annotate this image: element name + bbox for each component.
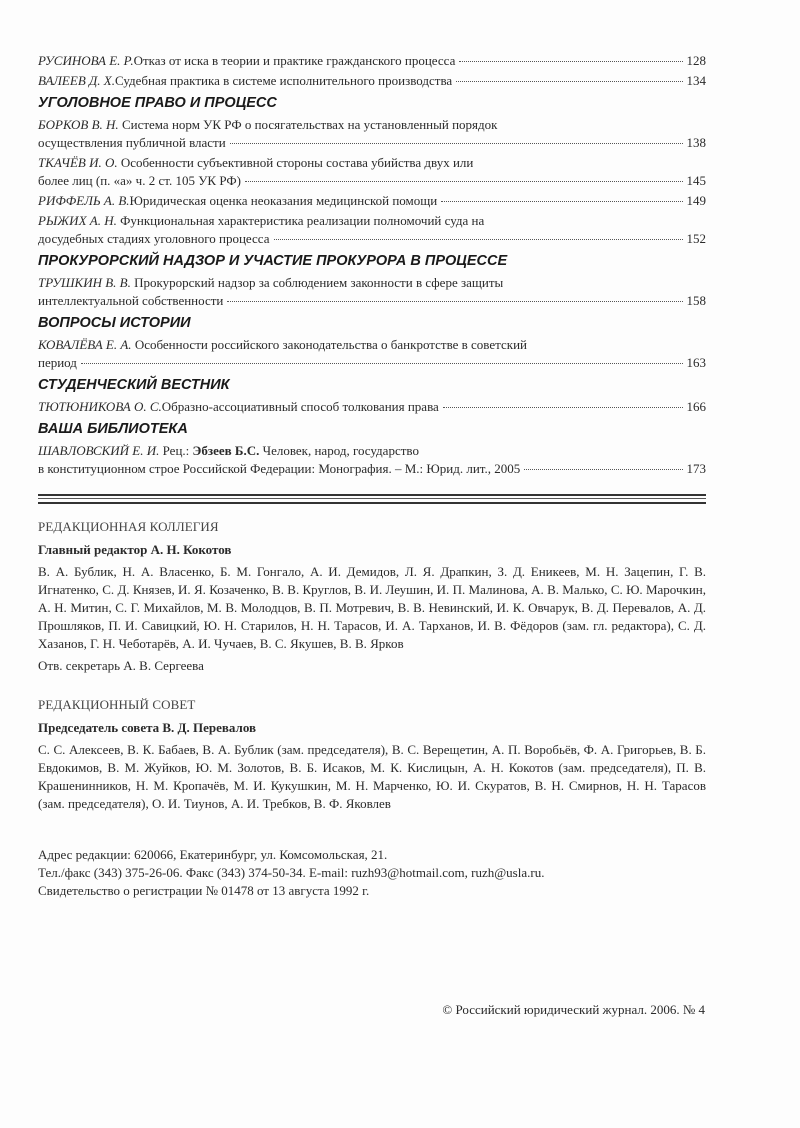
reviewed-author: Эбзеев Б.С.: [192, 443, 260, 458]
article-title: Юридическая оценка неоказания медицинской помощи: [129, 193, 438, 208]
dot-leader: [524, 469, 682, 470]
article-title: Прокурорский надзор за соблюдением законности в сфере защиты: [134, 275, 504, 290]
board-members: В. А. Бублик, Н. А. Власенко, Б. М. Гонгало, А. И. Демидов, Л. Я. Драпкин, З. Д. Еникеев, М. Н. Зацепин, Г. В. Игнатенко, С. Д. Князев, И. Я. Козаченко, В. В. Круглов, В. И. Леушин, И. П. Малинова, А. В. Малько, С. Ю. Марочкин, А. Н. Митин, С. Г. Михайлов, М. В. Молодцов, В. П. Мотревич, В. В. Невинский, И. К. Овчарук, В. Д. Перевалов, А. Д. Прошляков, П. И. Савицкий, Ю. Н. Старилов, Н. Н. Тарасов, И. А. Тарханов, И. В. Фёдоров (зам. гл. редактора), С. Д. Хазанов, Г. Н. Чеботарёв, А. И. Чучаев, В. С. Якушев, В. В. Ярков: [38, 564, 706, 651]
table-of-contents: [38, 52, 706, 480]
council-chair: Председатель совета В. Д. Перевалов: [38, 720, 257, 735]
toc-entry: [38, 192, 706, 210]
section-heading: СТУДЕНЧЕСКИЙ ВЕСТНИК: [38, 377, 230, 393]
address: Адрес редакции: 620066, Екатеринбург, ул. Комсомольская, 21.: [38, 847, 388, 862]
article-title: в конституционном строе Российской Федерации: Монография. – М.: Юрид. лит., 2005: [38, 461, 521, 476]
article-author: ШАВЛОВСКИЙ Е. И.: [38, 443, 160, 458]
dot-leader: [274, 239, 683, 240]
article-author: ТЮТЮНИКОВА О. С.: [38, 399, 162, 414]
council-members: С. С. Алексеев, В. К. Бабаев, В. А. Бублик (зам. председателя), В. С. Верещетин, А. П. Воробьёв, Ф. А. Григорьев, В. Б. Евдокимов, В. М. Жуйков, Ю. М. Золотов, В. Б. Исаков, М. К. Кислицын, А. Н. Кокотов (зам. председателя), П. В. Крашенинников, Н. М. Кропачёв, М. И. Кукушкин, М. Н. Марченко, Ю. И. Скуратов, В. Н. Смирнов, Н. Н. Тарасов (зам. председателя), О. И. Тиунов, А. И. Требков, В. Ф. Яковлев: [38, 742, 706, 811]
page-number: 163: [686, 355, 706, 370]
article-title: интеллектуальной собственности: [38, 293, 224, 308]
page-number: 158: [686, 293, 706, 308]
review-prefix: Рец.:: [162, 443, 190, 458]
editorial-board-heading: РЕДАКЦИОННАЯ КОЛЛЕГИЯ: [38, 519, 219, 534]
registration: Свидетельство о регистрации № 01478 от 13 августа 1992 г.: [38, 883, 370, 898]
dot-leader: [456, 81, 682, 82]
toc-entry: [38, 72, 706, 90]
toc-entry: [38, 116, 706, 152]
secretary: Отв. секретарь А. В. Сергеева: [38, 658, 204, 673]
article-author: РИФФЕЛЬ А. В.: [38, 193, 130, 208]
editorial-council: [38, 696, 706, 813]
toc-entry: [38, 442, 706, 478]
dot-leader: [459, 61, 682, 62]
page-number: 134: [686, 73, 706, 88]
dot-leader: [441, 201, 682, 202]
dot-leader: [230, 143, 683, 144]
page-number: 152: [686, 231, 706, 246]
section-heading: ВОПРОСЫ ИСТОРИИ: [38, 315, 191, 331]
toc-entry: [38, 154, 706, 190]
section-heading: ВАША БИБЛИОТЕКА: [38, 421, 188, 437]
article-author: РУСИНОВА Е. Р.: [38, 53, 134, 68]
dot-leader: [443, 407, 683, 408]
editorial-council-heading: РЕДАКЦИОННЫЙ СОВЕТ: [38, 697, 196, 712]
page-number: 138: [686, 135, 706, 150]
double-rule-divider: [38, 494, 706, 504]
page-number: 128: [686, 53, 706, 68]
article-title: Отказ от иска в теории и практике гражданского процесса: [133, 53, 456, 68]
article-title: период: [38, 355, 77, 370]
dot-leader: [227, 301, 682, 302]
chief-editor: Главный редактор А. Н. Кокотов: [38, 542, 232, 557]
article-title: Образно-ассоциативный способ толкования права: [161, 399, 439, 414]
copyright: © Российский юридический журнал. 2006. № 4: [442, 1002, 705, 1017]
article-title: досудебных стадиях уголовного процесса: [38, 231, 270, 246]
toc-entry: [38, 336, 706, 372]
article-title: Судебная практика в системе исполнительного производства: [114, 73, 453, 88]
article-title: Функциональная характеристика реализации полномочий суда на: [120, 213, 485, 228]
article-title: Система норм УК РФ о посягательствах на установленный порядок: [121, 117, 498, 132]
article-title: более лиц (п. «а» ч. 2 ст. 105 УК РФ): [38, 173, 241, 188]
page-number: 166: [686, 399, 706, 414]
editorial-board: [38, 518, 706, 675]
section-heading: ПРОКУРОРСКИЙ НАДЗОР И УЧАСТИЕ ПРОКУРОРА В ПРОЦЕССЕ: [38, 253, 508, 269]
article-author: ТРУШКИН В. В.: [38, 275, 131, 290]
article-author: ТКАЧЁВ И. О.: [38, 155, 118, 170]
article-title: осуществления публичной власти: [38, 135, 226, 150]
article-title: Человек, народ, государство: [262, 443, 419, 458]
article-author: ВАЛЕЕВ Д. Х.: [38, 73, 115, 88]
dot-leader: [81, 363, 683, 364]
toc-entry: [38, 52, 706, 70]
phone-email: Тел./факс (343) 375-26-06. Факс (343) 374-50-34. E-mail: ruzh93@hotmail.com, ruzh@usla.ru.: [38, 865, 545, 880]
page-number: 173: [686, 461, 706, 476]
article-author: РЫЖИХ А. Н.: [38, 213, 117, 228]
article-title: Особенности российского законодательства о банкротстве в советский: [134, 337, 527, 352]
dot-leader: [245, 181, 683, 182]
article-author: БОРКОВ В. Н.: [38, 117, 119, 132]
page-number: 149: [686, 193, 706, 208]
toc-entry: [38, 274, 706, 310]
page-number: 145: [686, 173, 706, 188]
article-author: КОВАЛЁВА Е. А.: [38, 337, 132, 352]
toc-entry: [38, 212, 706, 248]
article-title: Особенности субъективной стороны состава убийства двух или: [120, 155, 474, 170]
contacts: [38, 846, 706, 900]
toc-entry: [38, 398, 706, 416]
section-heading: УГОЛОВНОЕ ПРАВО И ПРОЦЕСС: [38, 95, 277, 111]
